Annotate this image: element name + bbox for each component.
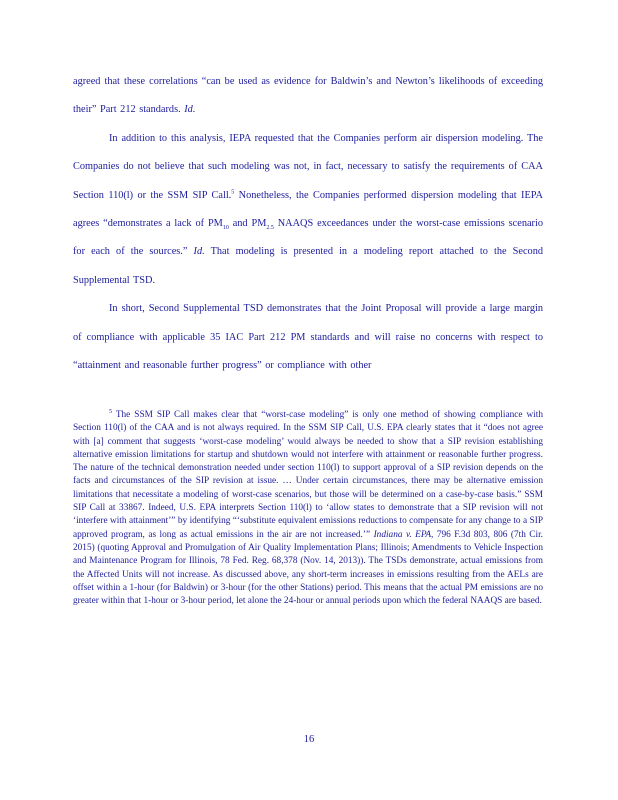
- page-number: 16: [303, 734, 315, 745]
- footnote: [73, 409, 543, 608]
- case-name: Indiana v. EPA: [373, 529, 432, 540]
- paragraph-3: [73, 295, 543, 380]
- paragraph-2-text-a: In addition to this analysis, IEPA requested that the Companies perform air dispersion modeling. The Companies do not believe that such modeling was not, in fact, necessary to satisfy the requirements of CAA Section 110(l) or the SSM SIP Call.: [73, 132, 543, 201]
- footnote-marker: 5: [109, 408, 112, 415]
- pm10-subscript: 10: [222, 225, 229, 232]
- paragraph-2-text-d: NAAQS exceedances under the worst-case emissions scenario for each of the sources.”: [73, 218, 543, 258]
- body-text: [73, 68, 543, 380]
- footnote-reference[interactable]: 5: [231, 189, 235, 196]
- footnote-5: [73, 409, 543, 608]
- paragraph-1-text: agreed that these correlations “can be used as evidence for Baldwin’s and Newton’s likelihoods of exceeding their” Part 212 standards.: [73, 76, 543, 116]
- paragraph-2-text-c: and PM: [228, 218, 267, 230]
- paragraph-2: [73, 125, 543, 295]
- footnote-text-b: , 796 F.3d 803, 806 (7th Cir. 2015) (quoting Approval and Promulgation of Air Quality Implementation Plans; Illinois; Amendments to Vehicle Inspection and Maintenance Program for Illinois, 78 Fed. Reg. 68,378 (Nov. 14, 2013)). The TSDs demonstrate, actual emissions from the Affected Units will not increase. As discussed above, any short-term increases in emissions resulting from the AELs are offset within a 1-hour (for Baldwin) or 3-hour (for the other Stations) period. This means that the actual PM emissions are no greater within that 1-hour or 3-hour period, let alone the 24-hour or annual periods upon which the federal NAAQS are based.: [73, 529, 543, 607]
- paragraph-2-text-e: That modeling is presented in a modeling report attached to the Second Supplemental TSD.: [73, 246, 543, 286]
- paragraph-3-text: In short, Second Supplemental TSD demonstrates that the Joint Proposal will provide a large margin of compliance with applicable 35 IAC Part 212 PM standards and will raise no concerns with respect to “attainment and reasonable further progress” or compliance with other: [73, 303, 543, 372]
- paragraph-2-text-b: Nonetheless, the Companies performed dispersion modeling that IEPA agrees “demonstrates a lack of PM: [73, 189, 543, 230]
- pm25-subscript: 2.5: [266, 225, 274, 232]
- paragraph-1: [73, 68, 543, 125]
- footnote-text-a: The SSM SIP Call makes clear that “worst-case modeling” is only one method of showing compliance with Section 110(l) of the CAA and is not always required. In the SSM SIP Call, U.S. EPA clearly states that it “does not agree with [a] comment that suggests ‘worst-case modeling’ would always be needed to show that a SIP revision establishing alternative emission limitations for startup and shutdown would not interfere with attainment or reasonable further progress. The nature of the technical demonstration needed under section 110(l) to support approval of a SIP revision depends on the facts and circumstances of the SIP revision at issue. … Under certain circumstances, there may be alternative emission limitations that necessitate a modeling of worst-case scenarios, but those will be determined on a case-by-case basis.” SSM SIP Call at 33867. Indeed, U.S. EPA interprets Section 110(l) to ‘allow states to demonstrate that a SIP revision will not ‘interfere with attainment’” by identifying “‘substitute equivalent emissions reductions to compensate for any change to a SIP approved program, as long as actual emissions in the air are not increased.’”: [73, 410, 543, 540]
- citation-id: Id.: [184, 104, 196, 116]
- citation-id: Id.: [193, 246, 205, 258]
